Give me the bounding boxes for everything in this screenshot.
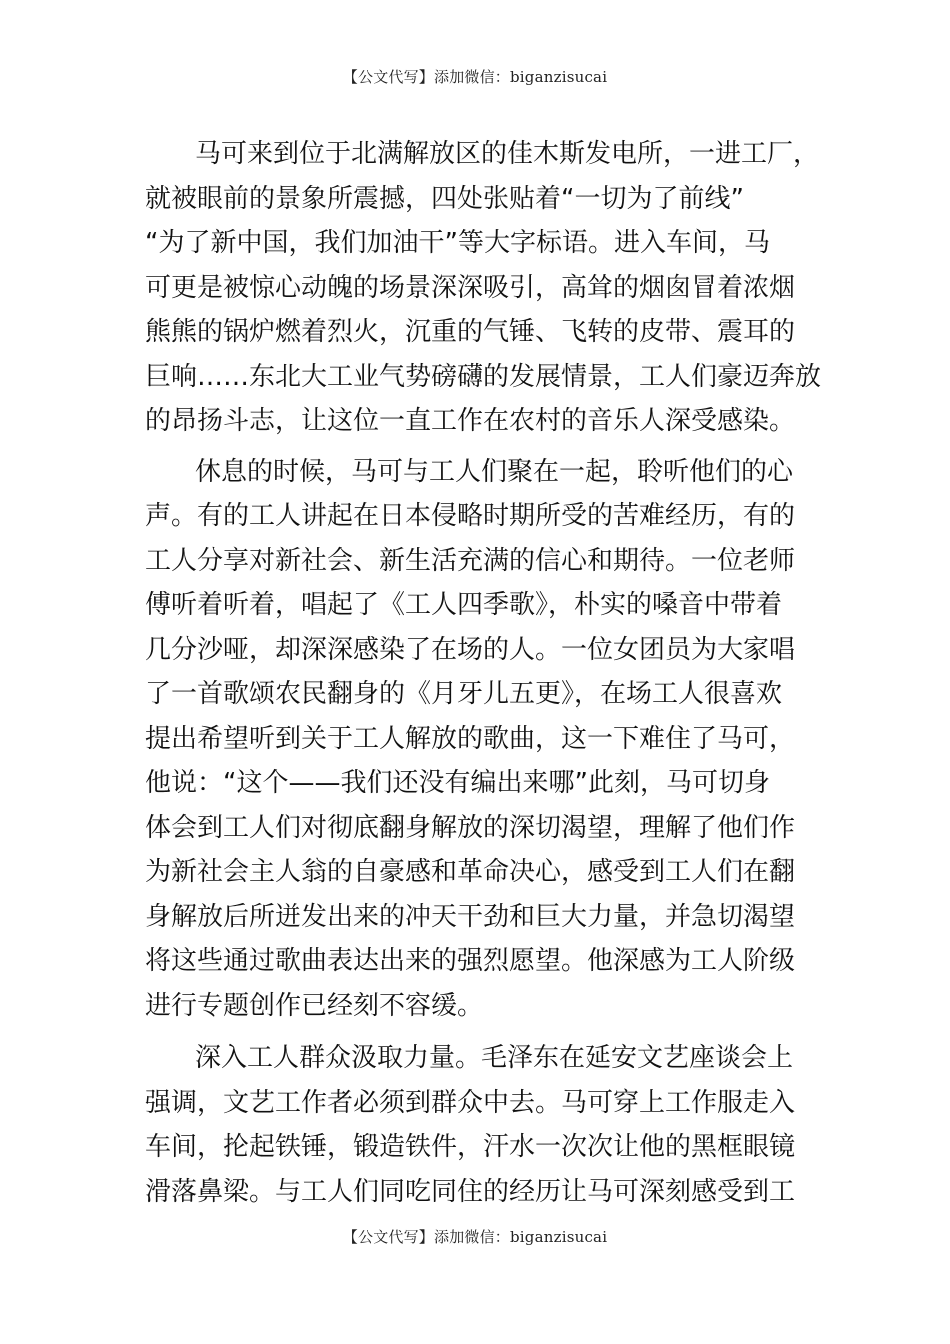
text-line: 他说：“这个——我们还没有编出来哪”此刻，马可切身	[145, 768, 770, 798]
text-line: 滑落鼻梁。与工人们同吃同住的经历让马可深刻感受到工	[145, 1176, 796, 1207]
text-line: 了一首歌颂农民翻身的《月牙儿五更》，在场工人很喜欢	[145, 679, 783, 709]
text-line: 可更是被惊心动魄的场景深深吸引，高耸的烟囱冒着浓烟	[145, 272, 796, 303]
text-line: 提出希望听到关于工人解放的歌曲，这一下难住了马可，	[145, 723, 796, 754]
text-line: 进行专题创作已经刻不容缓。	[145, 990, 484, 1021]
text-line: “为了新中国，我们加油干”等大字标语。进入车间，马	[145, 228, 770, 258]
text-line: 就被眼前的景象所震撼，四处张贴着“一切为了前线”	[145, 183, 744, 214]
text-line: 休息的时候，马可与工人们聚在一起，聆听他们的心	[195, 456, 794, 487]
text-line: 熊熊的锅炉燃着烈火，沉重的气锤、飞转的皮带、震耳的	[145, 317, 796, 347]
text-line: 工人分享对新社会、新生活充满的信心和期待。一位老师	[145, 545, 796, 576]
text-line: 体会到工人们对彻底翻身解放的深切渴望，理解了他们作	[145, 812, 796, 843]
text-line: 马可来到位于北满解放区的佳木斯发电所，一进工厂，	[195, 139, 820, 169]
text-line: 为新社会主人翁的自豪感和革命决心，感受到工人们在翻	[145, 857, 796, 887]
text-line: 傅听着听着，唱起了《工人四季歌》，朴实的嗓音中带着	[145, 590, 783, 620]
paragraph	[145, 450, 810, 1029]
paragraph	[145, 1036, 810, 1214]
text-line: 几分沙哑，却深深感染了在场的人。一位女团员为大家唱	[145, 634, 796, 665]
text-line: 深入工人群众汲取力量。毛泽东在延安文艺座谈会上	[195, 1043, 794, 1073]
text-line: 强调，文艺工作者必须到群众中去。马可穿上工作服走入	[145, 1087, 796, 1118]
text-line: 将这些通过歌曲表达出来的强烈愿望。他深感为工人阶级	[145, 946, 796, 976]
text-line: 身解放后所迸发出来的冲天干劲和巨大力量，并急切渴望	[145, 901, 796, 932]
page-header: 【公文代写】添加微信：biganzisucai	[342, 68, 608, 86]
paragraph	[145, 132, 822, 444]
text-line: 的昂扬斗志，让这位一直工作在农村的音乐人深受感染。	[145, 406, 796, 436]
page-footer: 【公文代写】添加微信：biganzisucai	[342, 1228, 608, 1246]
text-line: 巨响……东北大工业气势磅礴的发展情景，工人们豪迈奔放	[145, 361, 822, 392]
document-body	[145, 132, 822, 1220]
text-line: 车间，抡起铁锤，锻造铁件，汗水一次次让他的黑框眼镜	[145, 1132, 796, 1162]
text-line: 声。有的工人讲起在日本侵略时期所受的苦难经历，有的	[145, 501, 796, 531]
